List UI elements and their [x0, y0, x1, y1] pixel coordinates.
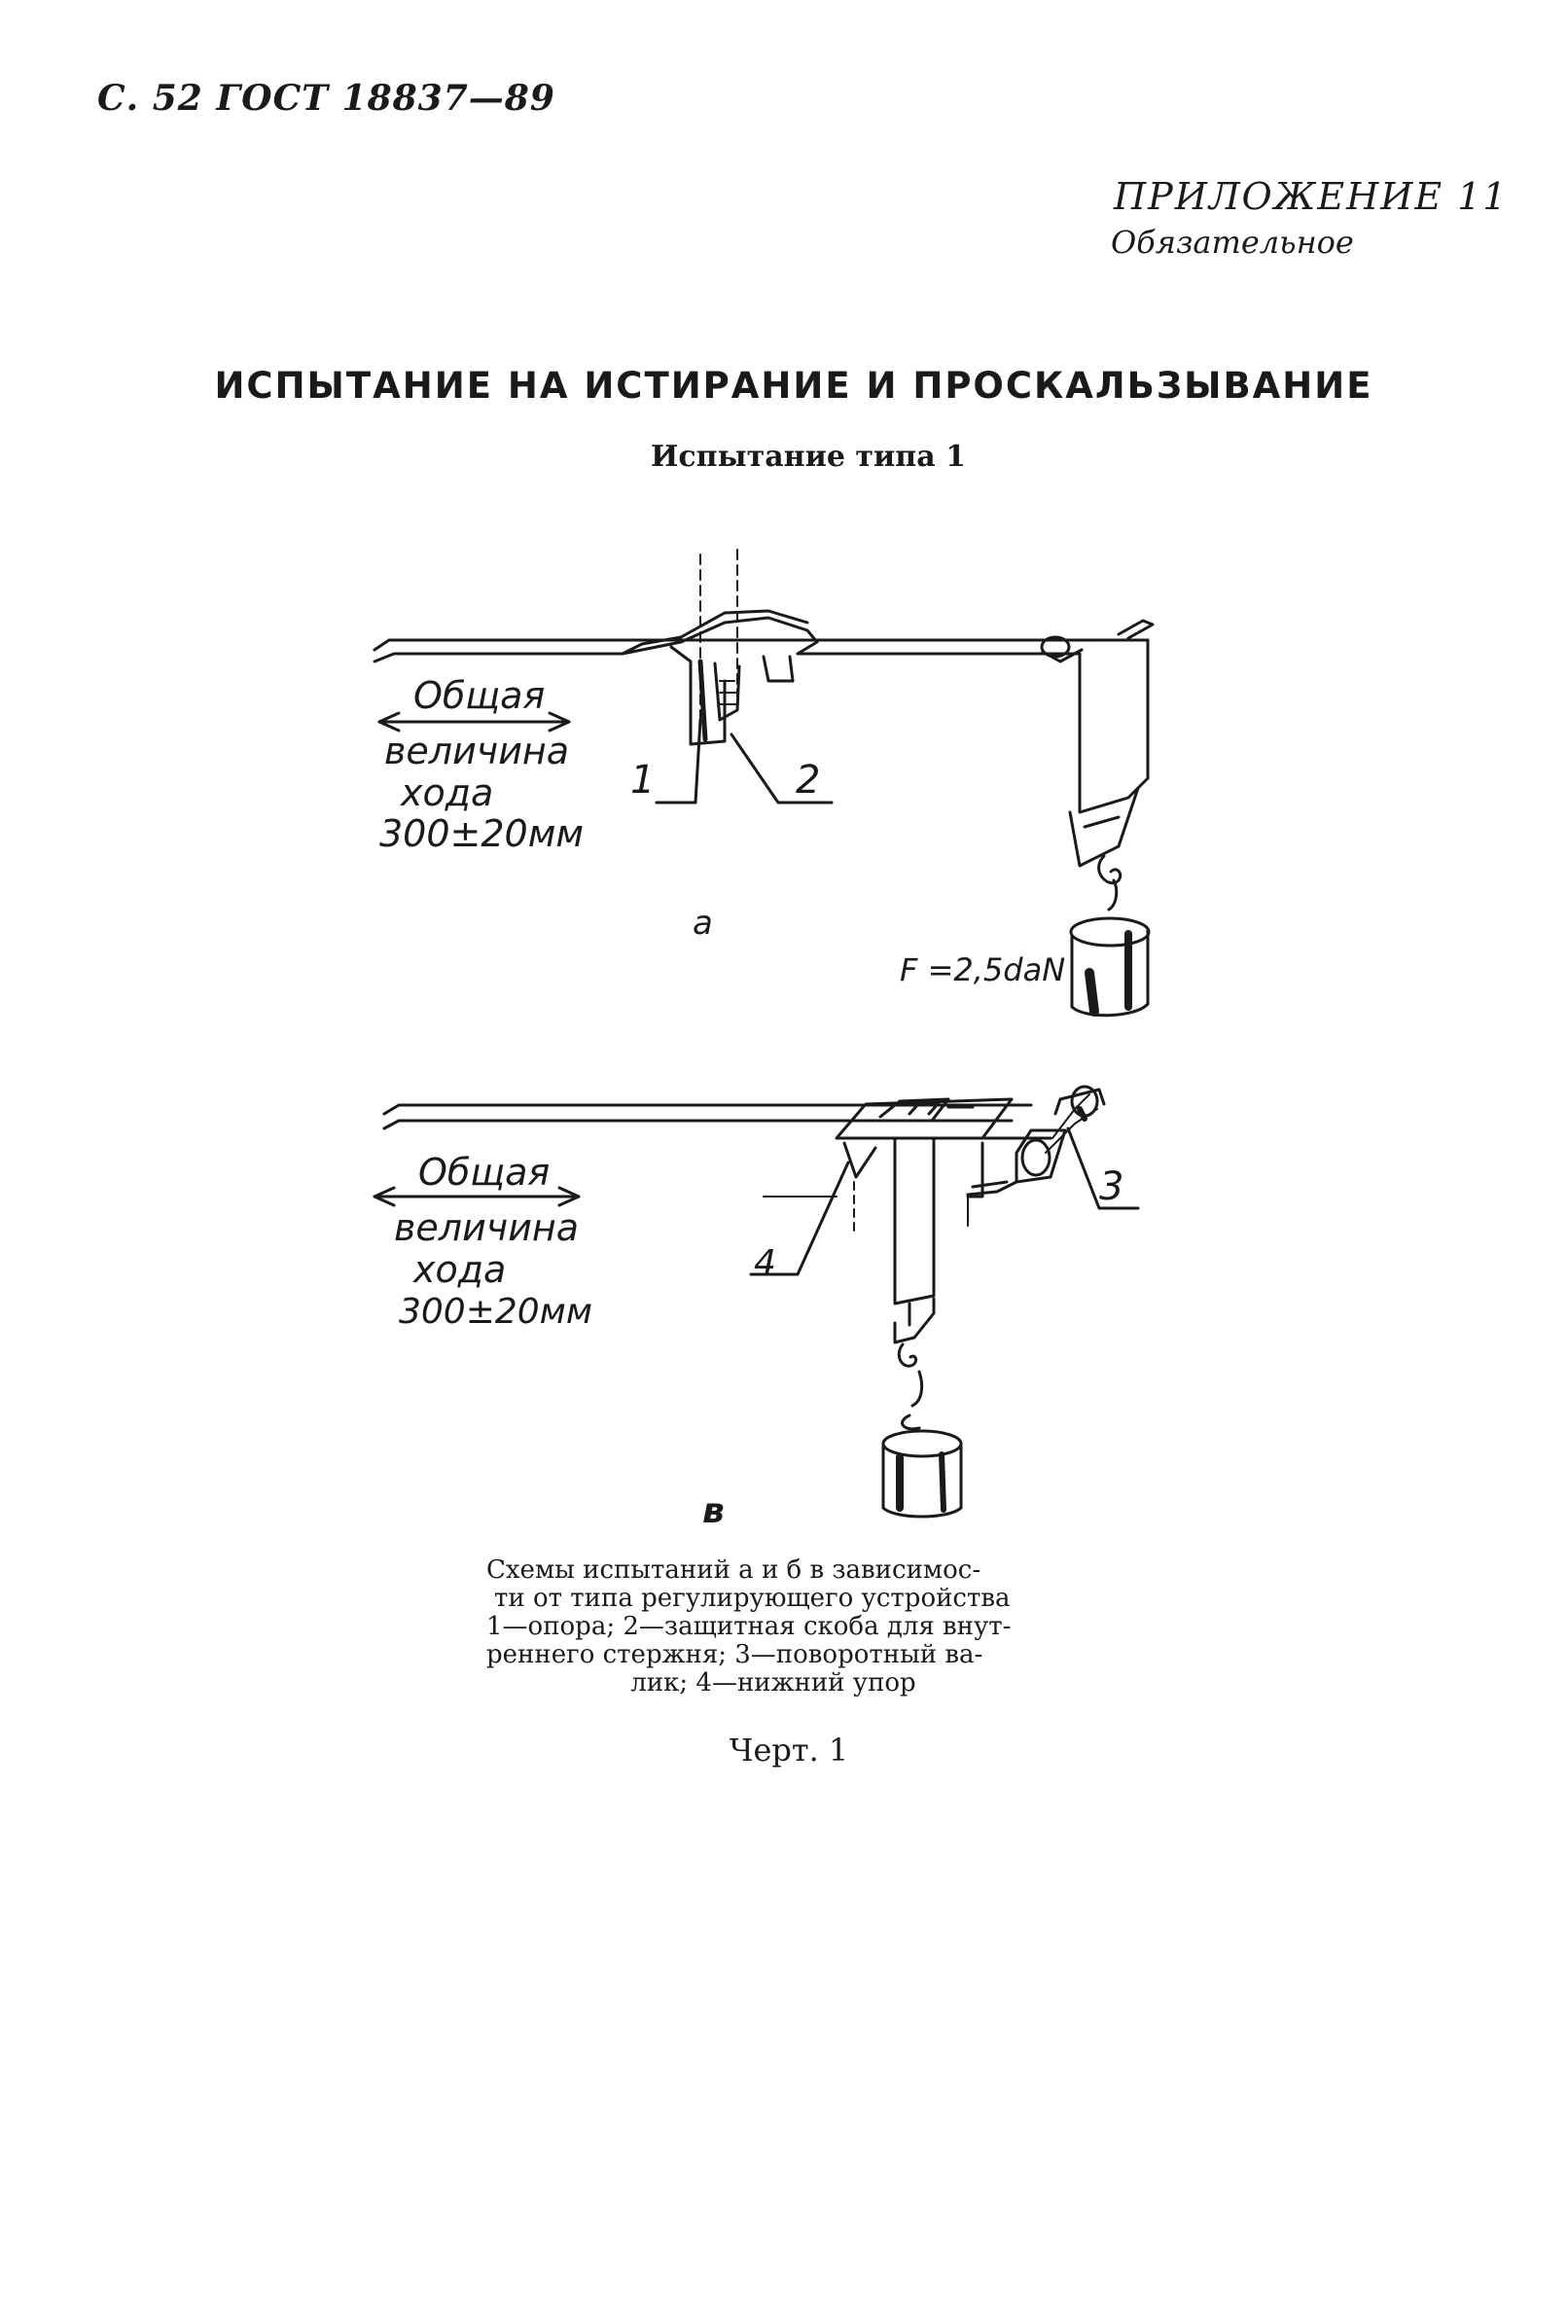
travel-label-b-1: Общая	[418, 1151, 551, 1194]
travel-label-b-3: хода	[413, 1248, 507, 1291]
appendix-status: Обязательное	[1111, 224, 1354, 261]
weight-b	[883, 1431, 961, 1456]
figure-number: Черт. 1	[729, 1732, 849, 1769]
caption-line: Схемы испытаний а и б в зависимос-	[486, 1555, 981, 1585]
figure-b-label: в	[702, 1491, 725, 1531]
callout-2-a: 2	[796, 758, 821, 803]
appendix-label: ПРИЛОЖЕНИЕ 11	[1114, 175, 1509, 218]
callout-1-a: 1	[630, 758, 656, 803]
force-label-a: F =2,5daN	[900, 951, 1066, 988]
caption-line: лик; 4—нижний упор	[630, 1668, 916, 1698]
callout-3-b: 3	[1099, 1164, 1124, 1209]
caption-line: 1—опора; 2—защитная скоба для внут-	[486, 1612, 1012, 1641]
figure-a-label: а	[693, 904, 713, 943]
callout-4-b: 4	[754, 1243, 776, 1283]
strap-b-descent	[895, 1138, 934, 1304]
travel-label-b-2: величина	[394, 1206, 580, 1249]
caption-line: ти от типа регулирующего устройства	[494, 1584, 1011, 1613]
travel-label-a-3: хода	[401, 771, 494, 814]
travel-label-a-2: величина	[384, 730, 570, 772]
roller-b	[1072, 1087, 1097, 1116]
strap-a-top	[374, 640, 1148, 650]
travel-label-a-4: 300±20мм	[379, 812, 585, 855]
figure-caption	[486, 1556, 1060, 1698]
page-header: С. 52 ГОСТ 18837—89	[97, 78, 555, 119]
travel-label-a-1: Общая	[413, 674, 546, 717]
page-subtitle: Испытание типа 1	[651, 440, 966, 474]
hook-a	[1099, 856, 1121, 883]
strap-a-bottom	[798, 654, 1080, 798]
caption-line: реннего стержня; 3—поворотный ва-	[486, 1640, 983, 1669]
support-v-b	[844, 1143, 875, 1177]
travel-label-b-4: 300±20мм	[399, 1292, 593, 1332]
hook-b	[899, 1344, 915, 1366]
page-title: ИСПЫТАНИЕ НА ИСТИРАНИЕ И ПРОСКАЛЬЗЫВАНИЕ	[214, 365, 1373, 407]
clamp-a	[623, 618, 817, 654]
callout-1-leader-a	[657, 720, 700, 803]
